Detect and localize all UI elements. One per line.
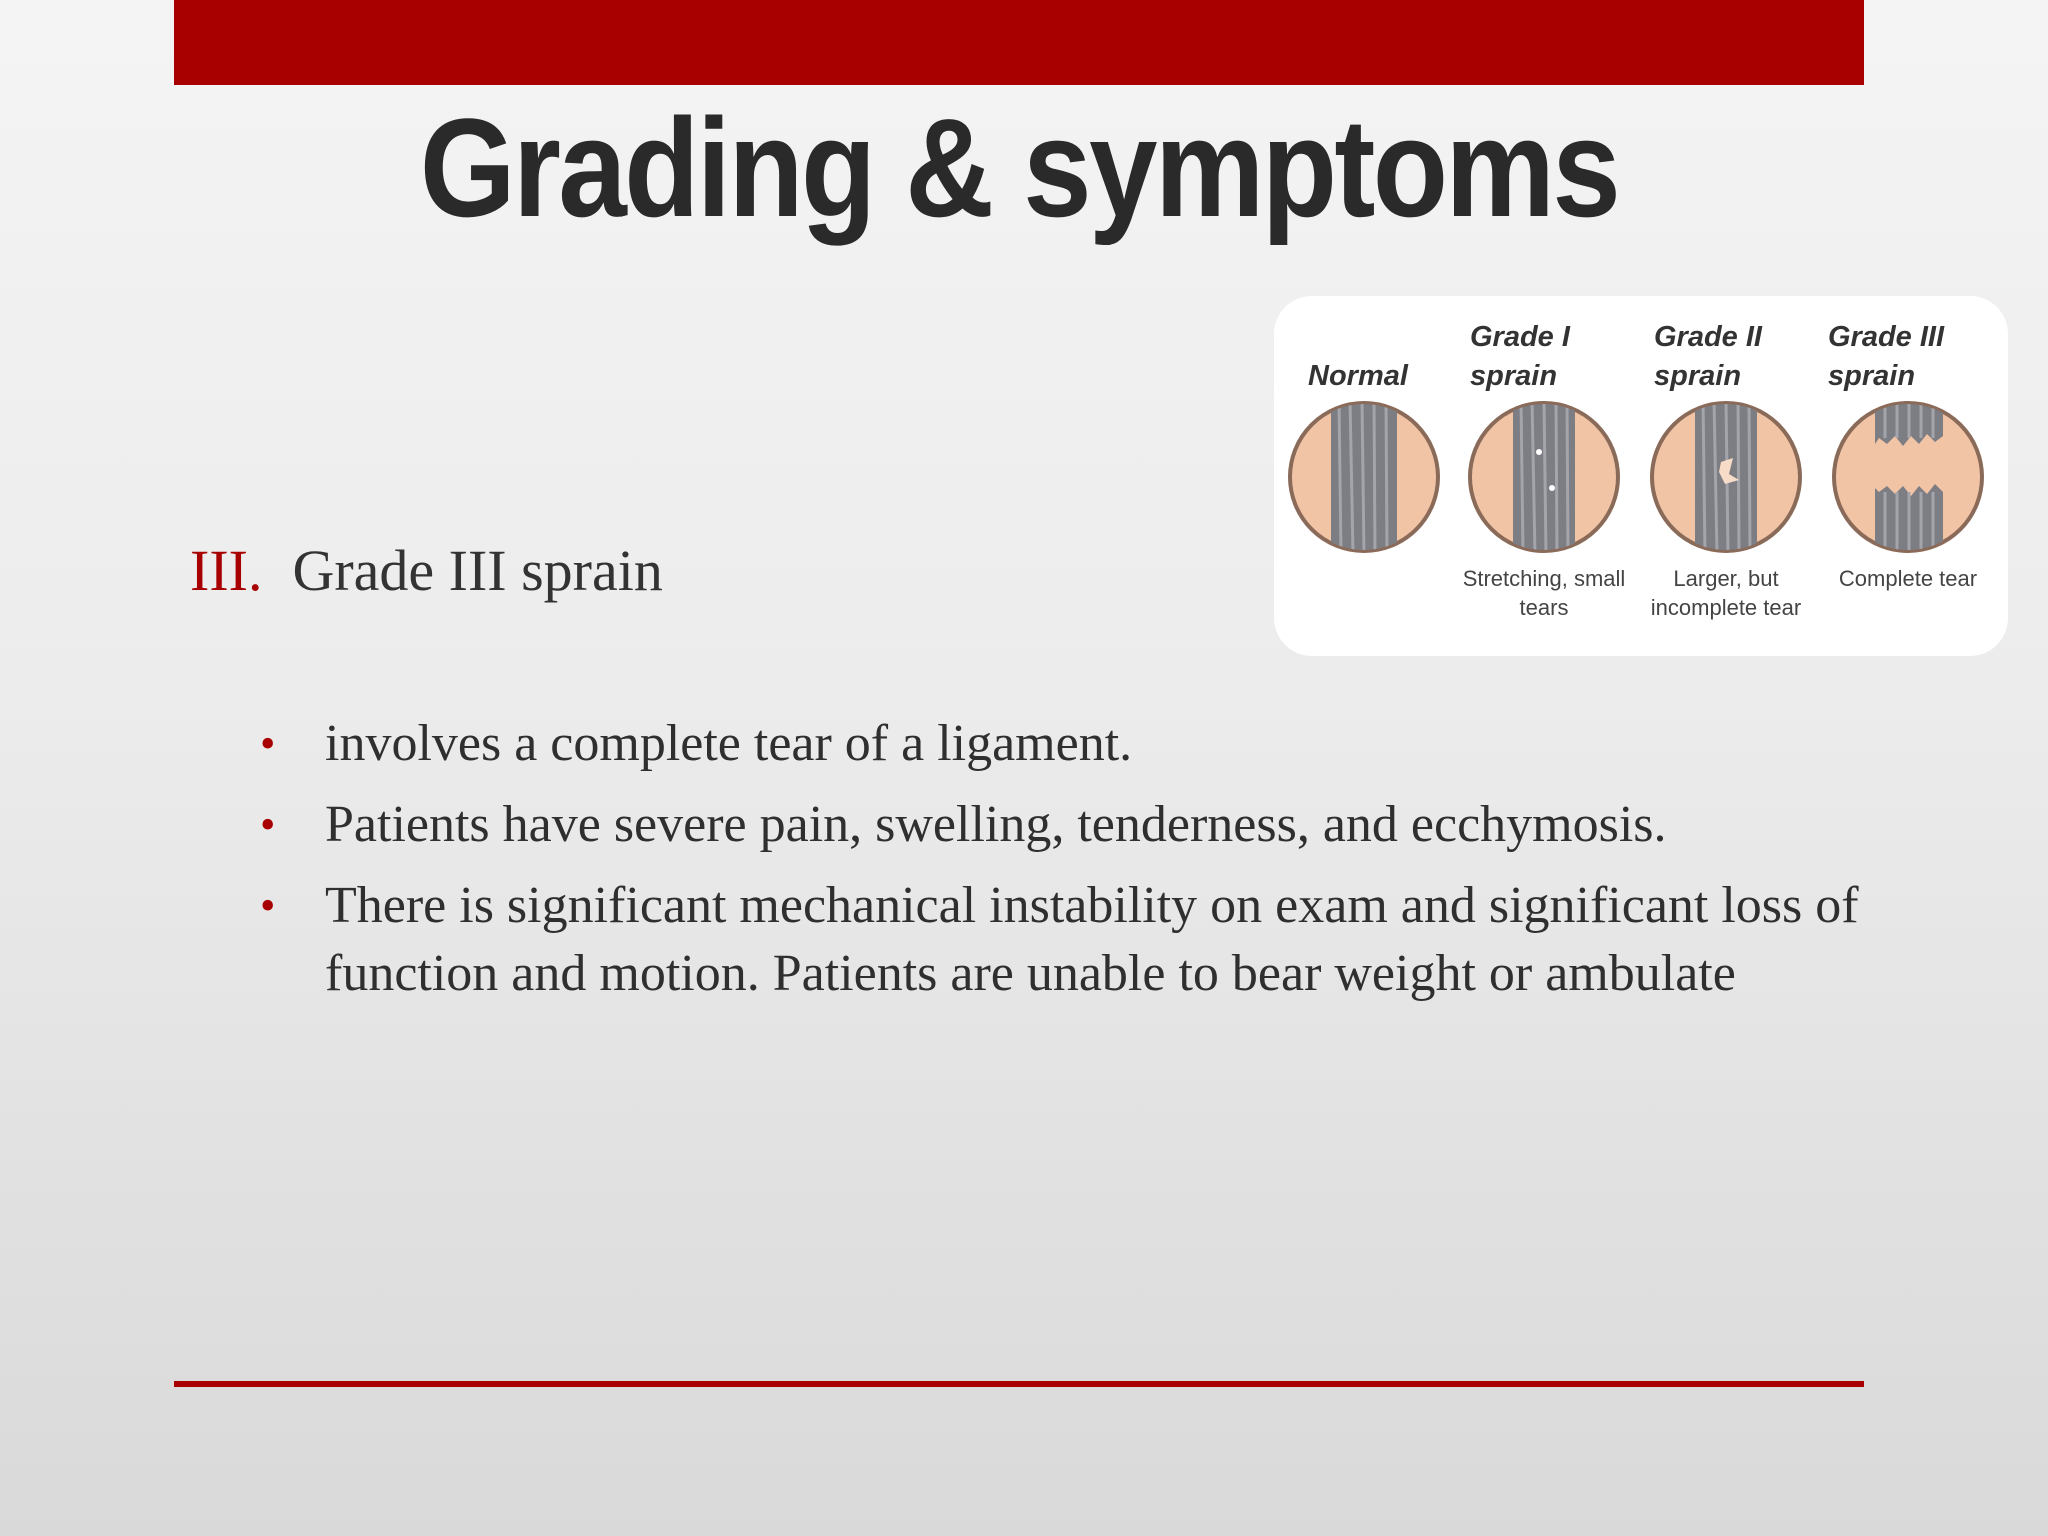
grade-1-ligament-icon — [1467, 400, 1621, 554]
heading-numeral: III. — [190, 538, 263, 603]
bullet-icon: • — [260, 881, 276, 930]
figure-panel-grade-1 — [1454, 296, 1634, 656]
grade-2-ligament-icon — [1649, 400, 1803, 554]
bullet-icon: • — [260, 719, 276, 768]
panel-caption: Stretching, small tears — [1462, 566, 1626, 620]
bullet-text: involves a complete tear of a ligament. — [325, 715, 1133, 772]
bullet-item — [250, 791, 1870, 859]
bullet-icon: • — [260, 800, 276, 849]
bullet-item — [250, 710, 1870, 778]
panel-caption: Complete tear — [1838, 566, 1978, 591]
figure-panel-grade-3 — [1818, 296, 1998, 656]
panel-title: Grade III sprain — [1828, 321, 1945, 392]
figure-panel-normal — [1274, 296, 1454, 656]
normal-ligament-icon — [1287, 400, 1441, 554]
grade-3-ligament-icon — [1831, 400, 1985, 554]
bullet-item — [250, 872, 1870, 1008]
bottom-accent-rule — [174, 1381, 1864, 1387]
top-accent-bar — [174, 0, 1864, 85]
bullet-text: Patients have severe pain, swelling, tenderness, and ecchymosis. — [325, 796, 1667, 853]
figure-panel-grade-2 — [1636, 296, 1816, 656]
heading-text: Grade III sprain — [292, 538, 663, 603]
panel-caption: Larger, but incomplete tear — [1650, 566, 1802, 620]
panel-title: Normal — [1308, 360, 1408, 392]
bullet-list — [250, 710, 1870, 1021]
bullet-text: There is significant mechanical instability on exam and significant loss of function and motion. Patients are unable to bear weight or ambulate — [325, 877, 1859, 1002]
section-heading — [190, 536, 663, 606]
sprain-grades-figure — [1274, 296, 2008, 656]
panel-title: Grade I sprain — [1470, 321, 1570, 392]
panel-title: Grade II sprain — [1654, 321, 1762, 392]
slide-title: Grading & symptoms — [419, 89, 1619, 246]
